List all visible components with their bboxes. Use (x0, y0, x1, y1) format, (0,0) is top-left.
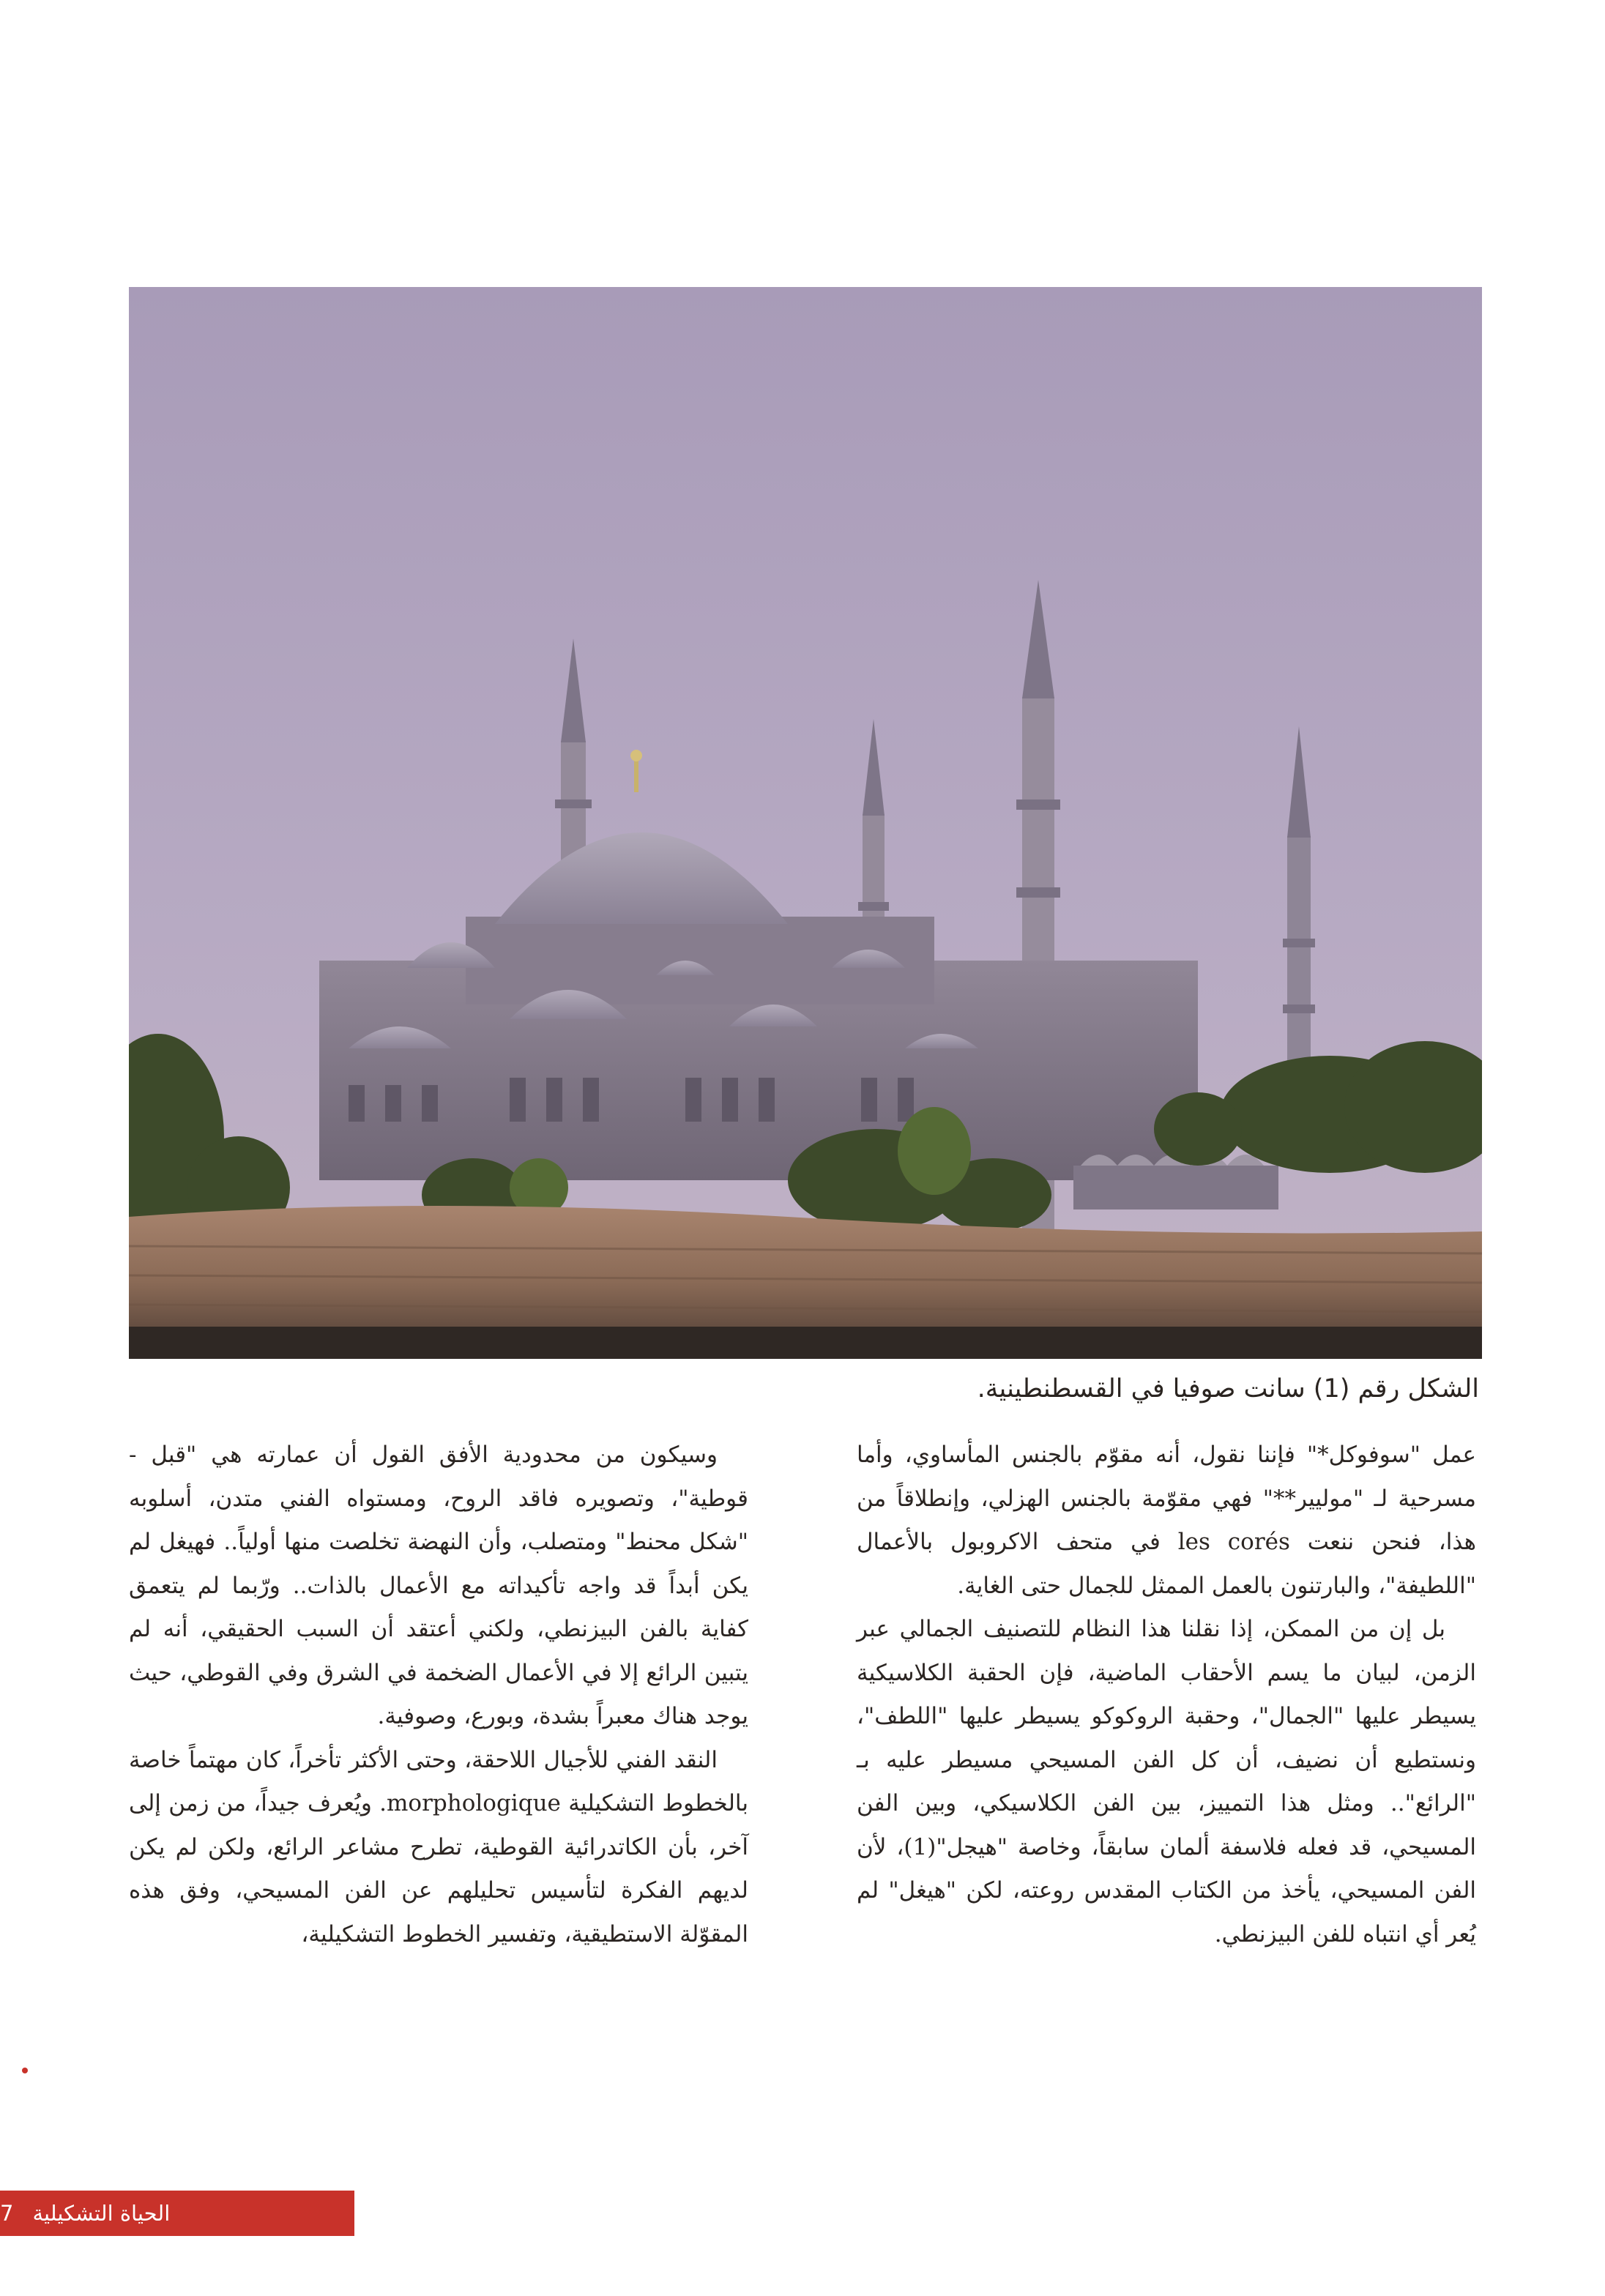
paragraph: النقد الفني للأجيال اللاحقة، وحتى الأكثر تأخراً، كان مهتماً خاصة بالخطوط التشكيلية morphologique. ويُعرف جيداً، من زمن إلى آخر، بأن الكاتدرائية القوطية، تطرح مشاعر الرائع، ولكن لم يكن لديهم الفكرة لتأسيس تحليلهم عن الفن المسيحي، وفق هذه المقوّلة الاستطيقية، وتفسير الخطوط التشكيلية، (129, 1746, 748, 1947)
red-dot-mark (22, 2068, 28, 2073)
paragraph: وسيكون من محدودية الأفق القول أن عمارته هي "قبل - قوطية"، وتصويره فاقد الروح، ومستواه الفني متدن، أسلوبه "شكل محنط" ومتصلب، وأن النهضة تخلصت منها أولياً.. فهيغل لم يكن أبداً قد واجه تأكيداته مع الأعمال بالذات.. ورّبما لم يتعمق كفاية بالفن البيزنطي، ولكني أعتقد أن السبب الحقيقي، أنه لم يتبين الرائع إلا في الأعمال الضخمة في الشرق وفي القوطي، حيث يوجد هناك معبراً بشدة، وبورع، وصوفية. (129, 1442, 748, 1729)
magazine-name: الحياة التشكيلية (32, 2201, 171, 2226)
paragraph: عمل "سوفوكل*" فإننا نقول، أنه مقوّم بالجنس المأساوي، وأما مسرحية لـ "موليير**" فهي مقوّمة بالجنس الهزلي، وإنطلاقاً من هذا، فنحن ننعت les corés في متحف الاكروبول بالأعمال "اللطيفة"، والبارتنون بالعمل الممثل للجمال حتى الغاية. (857, 1442, 1476, 1599)
page-footer (0, 2191, 354, 2236)
figure-caption: الشكل رقم (1) سانت صوفيا في القسطنطينية. (977, 1374, 1479, 1404)
page-number: 7 (0, 2201, 14, 2226)
article-column-right (857, 1434, 1476, 1956)
article-column-left (129, 1434, 748, 1956)
mosque-photo (129, 287, 1482, 1359)
mosque-illustration (129, 287, 1482, 1359)
paragraph: بل إن من الممكن، إذا نقلنا هذا النظام للتصنيف الجمالي عبر الزمن، لبيان ما يسم الأحقاب الماضية، فإن الحقبة الكلاسيكية يسيطر عليها "الجمال"، وحقبة الروكوكو يسيطر عليها "اللطف"، ونستطيع أن نضيف، أن كل الفن المسيحي مسيطر عليه بـ "الرائع".. ومثل هذا التمييز، بين الفن الكلاسيكي، وبين الفن المسيحي، قد فعله فلاسفة ألمان سابقاً، وخاصة "هيجل"(1)، لأن الفن المسيحي، يأخذ من الكتاب المقدس روعته، لكن "هيغل" لم يُعر أي انتباه للفن البيزنطي. (857, 1616, 1476, 1947)
